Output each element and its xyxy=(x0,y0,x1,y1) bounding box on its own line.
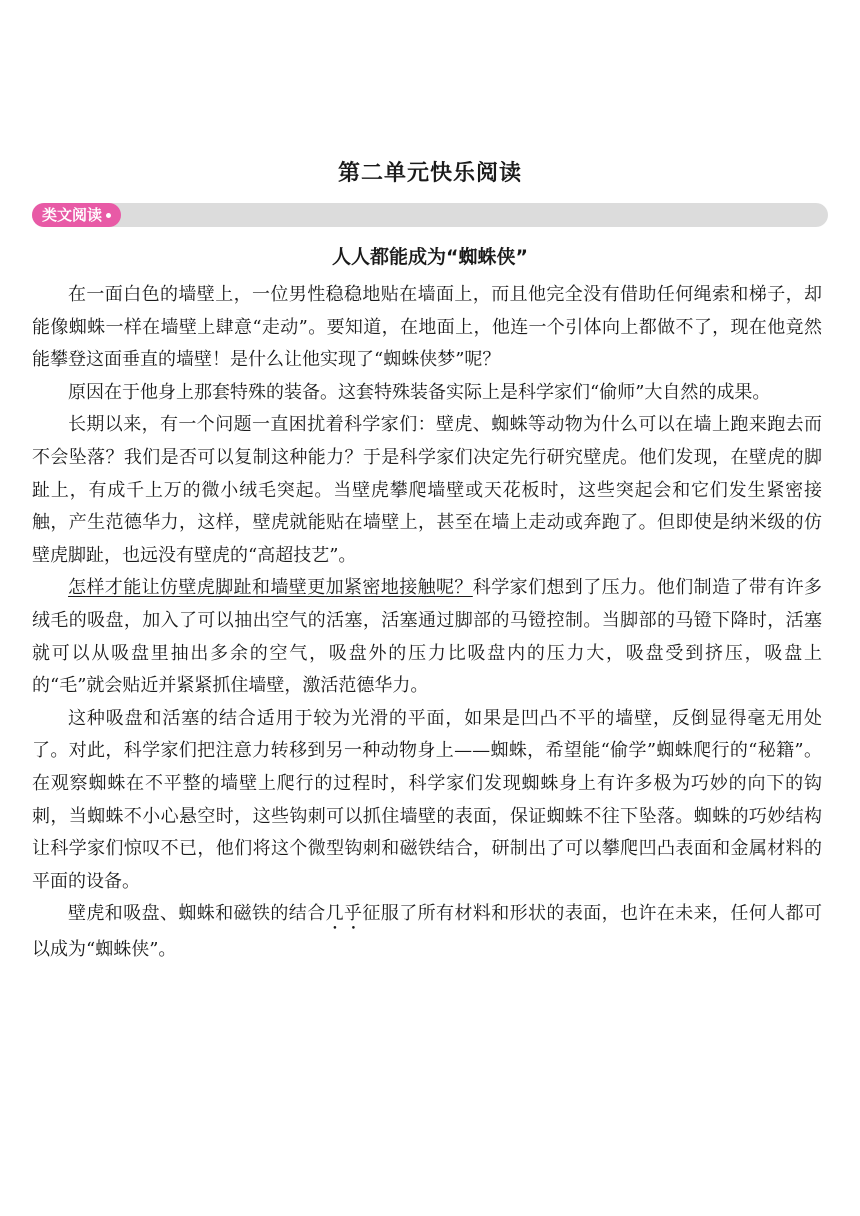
paragraph-6-before: 壁虎和吸盘、蜘蛛和磁铁的结合 xyxy=(68,903,326,925)
article-title: 人人都能成为“蜘蛛侠” xyxy=(332,246,528,268)
dot-icon xyxy=(106,213,111,218)
article-body xyxy=(32,279,822,967)
paragraph-6-after: 征服了所有材料和形状的表面，也许在未来，任何人都可以成为“蜘蛛侠”。 xyxy=(32,903,823,961)
paragraph-4-rest: 科学家们想到了压力。他们制造了带有许多绒毛的吸盘，加入了可以抽出空气的活塞，活塞通过脚部的马镫控制。当脚部的马镫下降时，活塞就可以从吸盘里抽出多余的空气，吸盘外的压力比吸盘内的压力大，吸盘受到挤压，吸盘上的“毛”就会贴近并紧紧抓住墙壁，激活范德华力。 xyxy=(32,577,823,697)
underlined-question: 怎样才能让仿壁虎脚趾和墙壁更加紧密地接触呢？ xyxy=(68,577,473,599)
paragraph-4 xyxy=(32,572,822,702)
paragraph-2: 原因在于他身上那套特殊的装备。这套特殊装备实际上是科学家们“偷师”大自然的成果。 xyxy=(68,381,771,403)
section-tag-label: 类文阅读 xyxy=(42,206,103,224)
paragraph-3: 长期以来，有一个问题一直困扰着科学家们：壁虎、蜘蛛等动物为什么可以在墙上跑来跑去而不会坠落？我们是否可以复制这种能力？于是科学家们决定先行研究壁虎。他们发现，在壁虎的脚趾上，有成千上万的微小绒毛突起。当壁虎攀爬墙壁或天花板时，这些突起会和它们发生紧密接触，产生范德华力，这样，壁虎就能贴在墙壁上，甚至在墙上走动或奔跑了。但即使是纳米级的仿壁虎脚趾，也远没有壁虎的“高超技艺”。 xyxy=(32,414,822,566)
section-band xyxy=(32,203,828,227)
paragraph-5: 这种吸盘和活塞的结合适用于较为光滑的平面，如果是凹凸不平的墙壁，反倒显得毫无用处了。对此，科学家们把注意力转移到另一种动物身上——蜘蛛，希望能“偷学”蜘蛛爬行的“秘籍”。在观察蜘蛛在不平整的墙壁上爬行的过程时，科学家们发现蜘蛛身上有许多极为巧妙的向下的钩刺，当蜘蛛不小心悬空时，这些钩刺可以抓住墙壁的表面，保证蜘蛛不往下坠落。蜘蛛的巧妙结构让科学家们惊叹不已，他们将这个微型钩刺和磁铁结合，研制出了可以攀爬凹凸表面和金属材料的平面的设备。 xyxy=(32,707,822,892)
paragraph-1: 在一面白色的墙壁上，一位男性稳稳地贴在墙面上，而且他完全没有借助任何绳索和梯子，却能像蜘蛛一样在墙壁上肆意“走动”。要知道，在地面上，他连一个引体向上都做不了，现在他竟然能攀登这面垂直的墙壁！是什么让他实现了“蜘蛛侠梦”呢？ xyxy=(32,284,822,371)
page-title: 第二单元快乐阅读 xyxy=(337,161,522,186)
paragraph-6 xyxy=(32,898,822,967)
section-tag xyxy=(32,203,121,227)
emphasized-word: 几乎 xyxy=(325,903,363,925)
